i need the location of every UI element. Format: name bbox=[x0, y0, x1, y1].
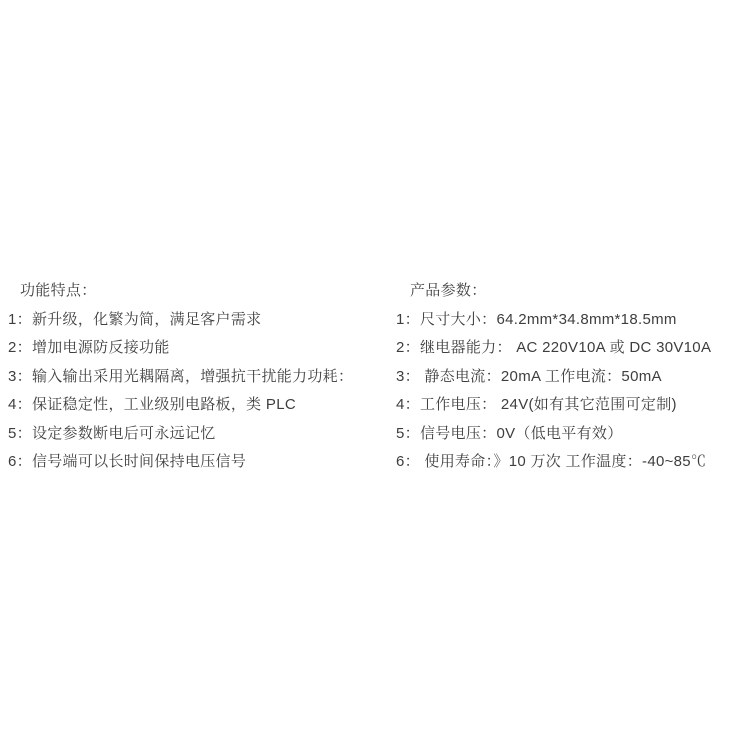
parameter-item: 5：信号电压：0V（低电平有效） bbox=[396, 424, 623, 442]
feature-item: 6：信号端可以长时间保持电压信号 bbox=[8, 453, 247, 470]
features-heading: 功能特点： bbox=[20, 282, 97, 299]
parameter-item: 2：继电器能力： AC 220V10A 或 DC 30V10A bbox=[396, 339, 712, 356]
parameters-section bbox=[396, 277, 744, 477]
feature-item: 4：保证稳定性，工业级别电路板，类 PLC bbox=[8, 396, 296, 413]
feature-item: 3：输入输出采用光耦隔离，增强抗干扰能力功耗： bbox=[8, 367, 354, 385]
feature-item: 2：增加电源防反接功能 bbox=[8, 339, 170, 356]
parameter-item: 3： 静态电流：20mA 工作电流：50mA bbox=[396, 367, 662, 385]
features-section bbox=[8, 277, 390, 477]
parameter-item: 1：尺寸大小：64.2mm*34.8mm*18.5mm bbox=[396, 310, 677, 328]
parameter-item: 4：工作电压： 24V(如有其它范围可定制) bbox=[396, 396, 677, 413]
parameters-heading: 产品参数： bbox=[410, 282, 487, 299]
feature-item: 1：新升级，化繁为简，满足客户需求 bbox=[8, 310, 262, 328]
parameter-item: 6： 使用寿命：》10 万次 工作温度：-40~85℃ bbox=[396, 453, 707, 470]
feature-item: 5：设定参数断电后可永远记忆 bbox=[8, 424, 216, 442]
